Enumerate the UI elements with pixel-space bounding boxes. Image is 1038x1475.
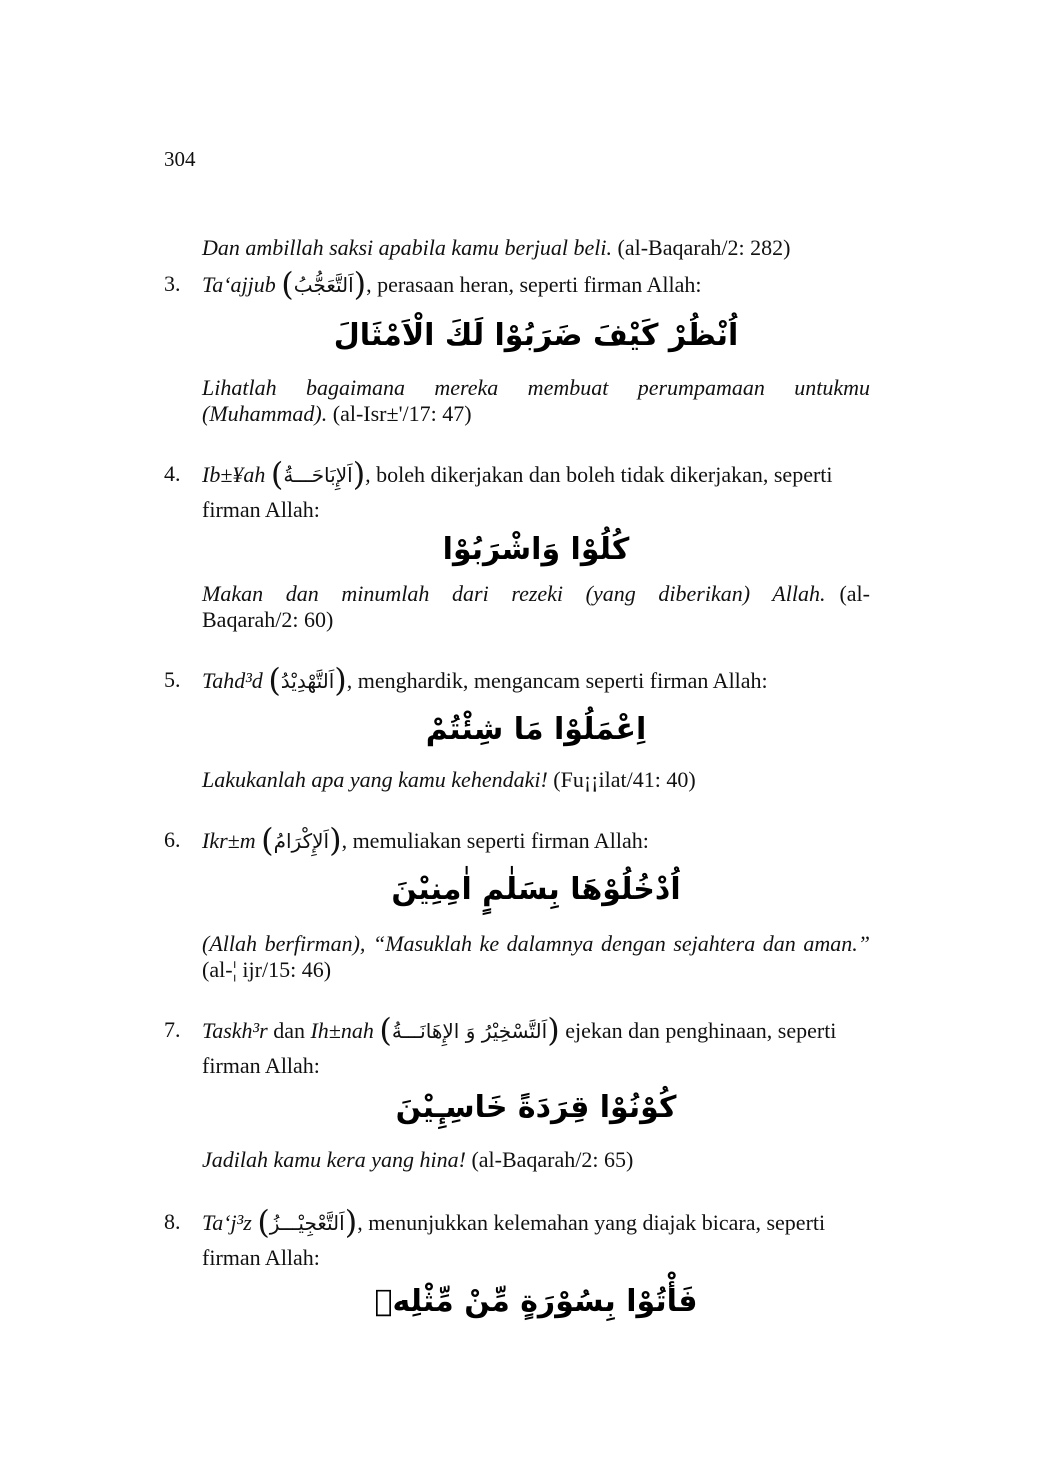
open-paren-glyph: ( [257,1203,270,1241]
item-7-translation: Jadilah kamu kera yang hina! [202,1147,466,1172]
intro-reference: (al-Baqarah/2: 282) [612,235,791,260]
item-6-description: , memuliakan seperti firman Allah: [341,828,649,853]
item-7-term: Taskh³r [202,1018,268,1043]
intro-translation: Dan ambillah saksi apabila kamu berjual beli. [202,235,613,260]
item-5-heading [202,661,870,699]
item-4-verse: كُلُوْا وَاشْرَبُوْا [442,532,630,567]
item-6-number: 6. [164,827,181,852]
item-6-term: Ikr±m [202,828,256,853]
item-7-arabic-term: اَلتَّسْخِيْرُ وَ الإِهَانَـــةُ [391,1019,548,1043]
item-5-arabic-term: اَلتَّهْدِيْدُ [280,669,335,693]
item-8-arabic-term: اَلتَّعْجِيْـــزُ [269,1211,345,1235]
item-4-term: Ib±¥ah [202,462,266,487]
item-8-verse: فَأْتُوْا بِسُوْرَةٍ مِّنْ مِّثْلِهٖ [374,1284,698,1319]
item-4-translation: Makan dan minumlah dari rezeki (yang diberikan) Allah. [202,581,826,606]
item-7-joiner: dan [267,1018,311,1043]
item-8-heading [202,1203,870,1241]
item-3-translation-line-2 [202,398,870,430]
item-4-heading [202,455,870,493]
close-paren-glyph: ) [547,1011,560,1049]
item-4-comma: , [365,462,371,487]
item-8-term: Ta‘j³z [202,1210,252,1235]
item-6-translation: (Allah berfirman), “Masuklah ke dalamnya dengan sejahtera dan aman.” [202,931,870,956]
close-paren-glyph: ) [352,455,366,493]
item-5-reference: (Fu¡¡ilat/41: 40) [547,767,696,792]
item-8-description: , menunjukkan kelemahan yang diajak bicara, seperti [357,1210,826,1235]
item-4-description-line-2: firman Allah: [202,497,320,522]
item-5-verse: اِعْمَلُوْا مَا شِئْتُمْ [425,712,647,747]
close-paren-glyph: ) [353,265,367,303]
close-paren-glyph: ) [344,1203,358,1241]
item-5-translation-line [202,764,870,796]
open-paren-glyph: ( [268,661,281,699]
item-3-term: Ta‘ajjub [202,272,276,297]
item-7-translation-line [202,1144,870,1176]
item-4-reference-a: (al- [839,581,870,606]
item-7-description: ejekan dan penghinaan, seperti [559,1018,837,1043]
item-3-description: , perasaan heran, seperti firman Allah: [366,272,702,297]
open-paren-glyph: ( [281,265,294,303]
item-4-reference-b: Baqarah/2: 60) [202,607,334,632]
item-3-reference: (al-Isr±'/17: 47) [327,401,472,426]
item-5-translation: Lakukanlah apa yang kamu kehendaki! [202,767,548,792]
item-4-description: boleh dikerjakan dan boleh tidak dikerjakan, seperti [370,462,833,487]
item-3-arabic-term: اَلتَّعَجُّبُ [293,273,354,297]
item-6-verse: اُدْخُلُوْهَا بِسَلٰمٍ اٰمِنِيْنَ [391,872,681,907]
item-8-description-line-2: firman Allah: [202,1245,320,1270]
item-7-term-2: Ih±nah [310,1018,374,1043]
close-paren-glyph: ) [334,661,347,699]
open-paren-glyph: ( [270,455,284,493]
item-4-number: 4. [164,461,181,486]
item-8-number: 8. [164,1209,181,1234]
item-6-arabic-term: اَلإِكْرَامُ [273,829,330,853]
item-3-translation-cont: (Muhammad). [202,401,328,426]
item-6-heading [202,821,870,859]
item-7-reference: (al-Baqarah/2: 65) [465,1147,634,1172]
item-3-translation: Lihatlah bagaimana mereka membuat perumpamaan untukmu [202,375,870,400]
item-7-description-line-2: firman Allah: [202,1053,320,1078]
intro-line [202,232,870,264]
item-4-arabic-term: اَلإِبَاحَـــةُ [283,463,353,487]
item-7-verse: كُوْنُوْا قِرَدَةً خَاسِـِٕيْنَ [395,1090,677,1125]
open-paren-glyph: ( [261,821,274,859]
item-6-reference: (al-¦ ijr/15: 46) [202,957,332,982]
close-paren-glyph: ) [329,821,342,859]
item-7-number: 7. [164,1017,181,1042]
item-5-description: , menghardik, mengancam seperti firman Allah: [346,668,768,693]
item-3-number: 3. [164,271,181,296]
item-3-heading [202,265,870,303]
item-5-number: 5. [164,667,181,692]
item-3-verse: اُنْظُرْ كَيْفَ ضَرَبُوْا لَكَ الْاَمْثَالَ [333,318,739,353]
item-7-heading [202,1011,870,1049]
open-paren-glyph: ( [379,1011,392,1049]
page-number: 304 [164,147,196,171]
item-5-term: Tahd³d [202,668,263,693]
